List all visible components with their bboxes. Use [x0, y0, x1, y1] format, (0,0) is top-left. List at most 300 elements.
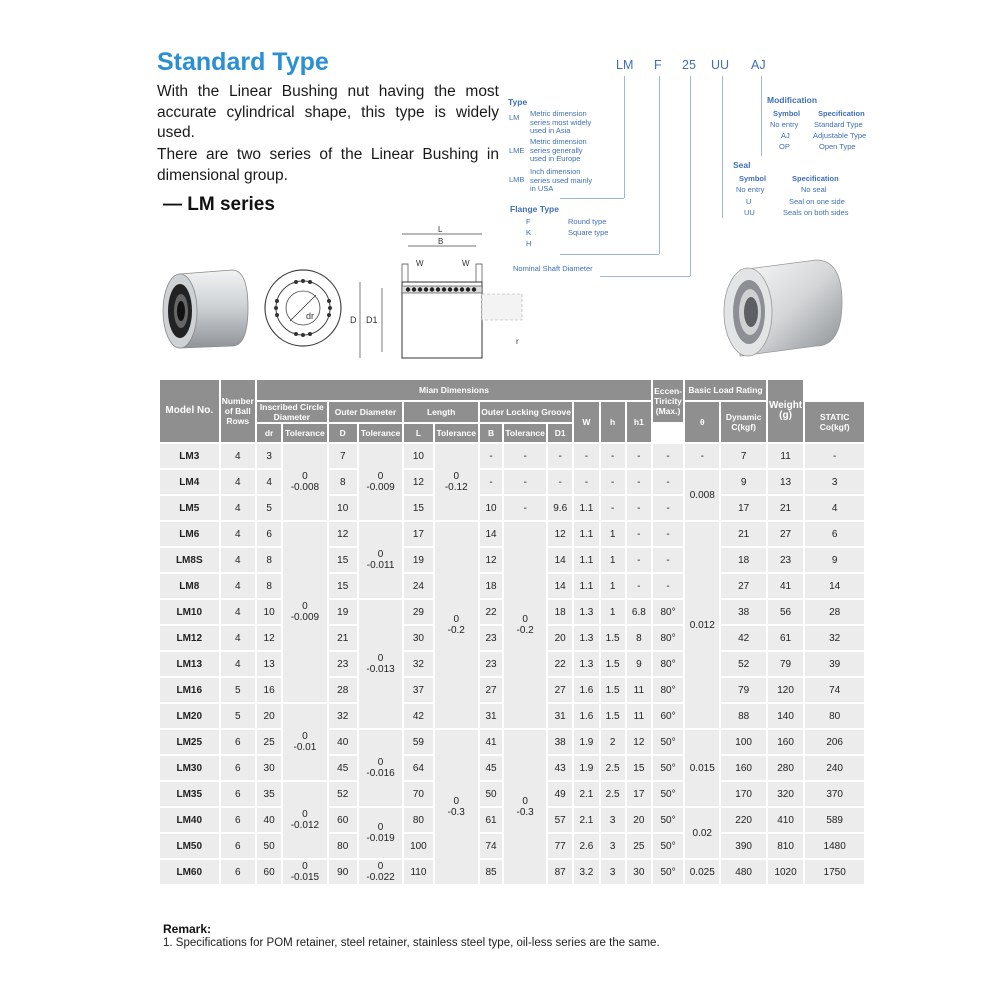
code-part-25: 25: [682, 58, 696, 72]
dr-cell: 3: [257, 444, 281, 468]
D-cell: 15: [329, 548, 357, 572]
h1-cell: -: [627, 574, 651, 598]
L-cell: 17: [404, 522, 432, 546]
seal-symbol-header: Symbol: [739, 174, 767, 183]
flange-desc-k: Square type: [568, 228, 609, 237]
W-cell: 1.1: [574, 496, 598, 520]
dr-cell: 50: [257, 834, 281, 858]
weight-cell: 589: [805, 808, 864, 832]
ball-rows-cell: 5: [221, 678, 255, 702]
dr-cell: 60: [257, 860, 281, 884]
weight-cell: 39: [805, 652, 864, 676]
h1-cell: 17: [627, 782, 651, 806]
W-cell: -: [574, 444, 598, 468]
seal-symbol-2: U: [746, 197, 752, 206]
D1-cell: 38: [548, 730, 572, 754]
code-part-aj: AJ: [751, 58, 766, 72]
D-cell: 19: [329, 600, 357, 624]
W-cell: 2.1: [574, 782, 598, 806]
header-dynamic: Dynamic C(kgf): [721, 402, 765, 442]
model-cell: LM12: [160, 626, 219, 650]
weight-cell: 206: [805, 730, 864, 754]
weight-cell: 1480: [805, 834, 864, 858]
weight-cell: 14: [805, 574, 864, 598]
D-cell: 7: [329, 444, 357, 468]
bTol-cell: 0 -0.3: [504, 730, 546, 884]
B-cell: 14: [480, 522, 502, 546]
B-cell: 27: [480, 678, 502, 702]
theta-cell: -: [653, 470, 683, 494]
dim-r-label: r: [516, 337, 519, 346]
ball-rows-cell: 5: [221, 704, 255, 728]
page-title: Standard Type: [157, 48, 329, 76]
B-cell: 22: [480, 600, 502, 624]
connector-nominal-h: [600, 276, 690, 277]
connector-seal: [722, 76, 723, 218]
weight-cell: 28: [805, 600, 864, 624]
D-cell: 32: [329, 704, 357, 728]
lTol-cell: 0 -0.3: [435, 730, 478, 884]
type-desc-lm: Metric dimension series most widely used in Asia: [530, 109, 592, 135]
drTol-cell: 0 -0.01: [283, 704, 326, 780]
header-ball-rows: Number of Ball Rows: [221, 380, 255, 442]
header-static: STATIC Co(kgf): [805, 402, 864, 442]
L-cell: 19: [404, 548, 432, 572]
ball-rows-cell: 6: [221, 782, 255, 806]
B-cell: 12: [480, 548, 502, 572]
D-cell: 8: [329, 470, 357, 494]
intro-paragraph-2: There are two series of the Linear Bushing in dimensional group.: [157, 146, 499, 184]
W-cell: 1.6: [574, 704, 598, 728]
code-part-uu: UU: [711, 58, 730, 72]
model-cell: LM50: [160, 834, 219, 858]
L-cell: 12: [404, 470, 432, 494]
ecc-cell: -: [685, 444, 719, 468]
weight-cell: 3: [805, 470, 864, 494]
D1-cell: 87: [548, 860, 572, 884]
drTol-cell: 0 -0.012: [283, 782, 326, 858]
L-cell: 110: [404, 860, 432, 884]
ball-rows-cell: 4: [221, 574, 255, 598]
dTol-cell: 0 -0.022: [359, 860, 402, 884]
B-cell: -: [480, 444, 502, 468]
model-cell: LM40: [160, 808, 219, 832]
ecc-cell: 0.025: [685, 860, 719, 884]
static-load-cell: 280: [768, 756, 803, 780]
ball-rows-cell: 4: [221, 444, 255, 468]
static-load-cell: 41: [768, 574, 803, 598]
connector-nominal: [690, 76, 691, 276]
dTol-cell: 0 -0.016: [359, 730, 402, 806]
header-h1: h1: [627, 402, 651, 442]
dim-D-label: D: [350, 315, 357, 325]
dim-D1-label: D1: [366, 315, 378, 325]
ecc-cell: 0.02: [685, 808, 719, 858]
lTol-cell: 0 -0.2: [435, 522, 478, 728]
B-cell: 45: [480, 756, 502, 780]
model-cell: LM13: [160, 652, 219, 676]
dynamic-load-cell: 88: [721, 704, 765, 728]
weight-cell: 4: [805, 496, 864, 520]
static-load-cell: 320: [768, 782, 803, 806]
theta-cell: -: [653, 548, 683, 572]
D-cell: 80: [329, 834, 357, 858]
dr-cell: 16: [257, 678, 281, 702]
ball-rows-cell: 4: [221, 496, 255, 520]
model-cell: LM35: [160, 782, 219, 806]
model-cell: LM3: [160, 444, 219, 468]
dynamic-load-cell: 220: [721, 808, 765, 832]
W-cell: 3.2: [574, 860, 598, 884]
ball-rows-cell: 4: [221, 600, 255, 624]
D-cell: 60: [329, 808, 357, 832]
header-W: W: [574, 402, 598, 442]
B-cell: 85: [480, 860, 502, 884]
dr-cell: 4: [257, 470, 281, 494]
ecc-cell: 0.015: [685, 730, 719, 806]
header-D: D: [329, 424, 357, 442]
weight-cell: 9: [805, 548, 864, 572]
theta-cell: 50°: [653, 860, 683, 884]
h-cell: -: [601, 444, 625, 468]
seal-spec-2: Seal on one side: [789, 197, 845, 206]
model-cell: LM16: [160, 678, 219, 702]
theta-cell: 80°: [653, 652, 683, 676]
B-cell: 10: [480, 496, 502, 520]
header-D-tolerance: Tolerance: [359, 424, 402, 442]
D1-cell: 57: [548, 808, 572, 832]
L-cell: 24: [404, 574, 432, 598]
dynamic-load-cell: 38: [721, 600, 765, 624]
dynamic-load-cell: 9: [721, 470, 765, 494]
ball-rows-cell: 4: [221, 470, 255, 494]
W-cell: 1.9: [574, 730, 598, 754]
weight-cell: 74: [805, 678, 864, 702]
weight-cell: 6: [805, 522, 864, 546]
table-row: [160, 470, 864, 494]
W-cell: 1.6: [574, 678, 598, 702]
dr-cell: 35: [257, 782, 281, 806]
theta-cell: 50°: [653, 834, 683, 858]
table-row: [160, 730, 864, 754]
dynamic-load-cell: 170: [721, 782, 765, 806]
dr-cell: 8: [257, 574, 281, 598]
theta-cell: 80°: [653, 626, 683, 650]
D1-cell: 9.6: [548, 496, 572, 520]
bushing-front-view: [262, 267, 344, 349]
connector-flange: [659, 76, 660, 254]
dr-cell: 30: [257, 756, 281, 780]
h1-cell: -: [627, 548, 651, 572]
B-cell: 61: [480, 808, 502, 832]
theta-cell: -: [653, 574, 683, 598]
h-cell: 1.5: [601, 678, 625, 702]
theta-cell: 80°: [653, 678, 683, 702]
dr-cell: 13: [257, 652, 281, 676]
B-cell: -: [480, 470, 502, 494]
seal-spec-1: No seal: [801, 185, 827, 194]
model-cell: LM10: [160, 600, 219, 624]
bushing-photo-left: [158, 262, 254, 358]
ball-rows-cell: 6: [221, 834, 255, 858]
mod-spec-1: Standard Type: [814, 120, 863, 129]
W-cell: 1.1: [574, 522, 598, 546]
ball-rows-cell: 4: [221, 548, 255, 572]
D-cell: 45: [329, 756, 357, 780]
dynamic-load-cell: 79: [721, 678, 765, 702]
mod-spec-3: Open Type: [819, 142, 856, 151]
ball-rows-cell: 4: [221, 522, 255, 546]
h-cell: 1: [601, 548, 625, 572]
B-cell: 23: [480, 626, 502, 650]
D1-cell: 43: [548, 756, 572, 780]
h-cell: 1: [601, 574, 625, 598]
weight-cell: 240: [805, 756, 864, 780]
D-cell: 90: [329, 860, 357, 884]
L-cell: 64: [404, 756, 432, 780]
flange-desc-f: Round type: [568, 217, 607, 226]
seal-spec-3: Seals on both sides: [783, 208, 849, 217]
model-cell: LM25: [160, 730, 219, 754]
dr-cell: 25: [257, 730, 281, 754]
model-cell: LM8S: [160, 548, 219, 572]
table-row: [160, 522, 864, 546]
static-load-cell: 21: [768, 496, 803, 520]
h1-cell: -: [627, 522, 651, 546]
seal-symbol-3: UU: [744, 208, 755, 217]
L-cell: 30: [404, 626, 432, 650]
table-row: [160, 444, 864, 468]
dim-L-label: L: [438, 225, 443, 234]
h-cell: 1.5: [601, 626, 625, 650]
header-outer-locking-groove: Outer Locking Groove: [480, 402, 572, 422]
L-cell: 10: [404, 444, 432, 468]
bTol-cell: -: [504, 496, 546, 520]
L-cell: 42: [404, 704, 432, 728]
theta-cell: -: [653, 496, 683, 520]
dynamic-load-cell: 21: [721, 522, 765, 546]
dynamic-load-cell: 42: [721, 626, 765, 650]
connector-type: [624, 76, 625, 198]
D-cell: 10: [329, 496, 357, 520]
drTol-cell: 0 -0.009: [283, 522, 326, 702]
header-B-tolerance: Tolerance: [504, 424, 546, 442]
bushing-photo-right: [718, 248, 846, 360]
W-cell: 1.1: [574, 548, 598, 572]
static-load-cell: 61: [768, 626, 803, 650]
header-L: L: [404, 424, 432, 442]
D-cell: 40: [329, 730, 357, 754]
type-desc-lme: Metric dimension series generally used in Europe: [530, 137, 587, 163]
ball-rows-cell: 6: [221, 860, 255, 884]
dynamic-load-cell: 17: [721, 496, 765, 520]
h1-cell: 20: [627, 808, 651, 832]
h1-cell: -: [627, 444, 651, 468]
h-cell: 3: [601, 860, 625, 884]
static-load-cell: 79: [768, 652, 803, 676]
type-code-lm: LM: [509, 113, 520, 122]
static-load-cell: 56: [768, 600, 803, 624]
lTol-cell: 0 -0.12: [435, 444, 478, 520]
seal-symbol-1: No entry: [736, 185, 765, 194]
header-h: h: [601, 402, 625, 442]
W-cell: 1.3: [574, 600, 598, 624]
dr-cell: 10: [257, 600, 281, 624]
header-eccentricity: Eccen-Tiricity (Max.): [653, 380, 683, 422]
remark-heading: Remark:: [163, 922, 212, 936]
drTol-cell: 0 -0.008: [283, 444, 326, 520]
weight-cell: 370: [805, 782, 864, 806]
B-cell: 50: [480, 782, 502, 806]
D1-cell: 18: [548, 600, 572, 624]
bTol-cell: -: [504, 444, 546, 468]
static-load-cell: 1020: [768, 860, 803, 884]
header-L-tolerance: Tolerance: [435, 424, 478, 442]
W-cell: 2.6: [574, 834, 598, 858]
h-cell: -: [601, 470, 625, 494]
nominal-shaft-label: Nominal Shaft Diameter: [513, 264, 593, 273]
dim-W-label-left: W: [416, 259, 424, 268]
weight-cell: 32: [805, 626, 864, 650]
ball-rows-cell: 6: [221, 756, 255, 780]
h-cell: 3: [601, 834, 625, 858]
h1-cell: 8: [627, 626, 651, 650]
type-title: Type: [508, 97, 528, 107]
h-cell: -: [601, 496, 625, 520]
static-load-cell: 410: [768, 808, 803, 832]
h1-cell: 12: [627, 730, 651, 754]
static-load-cell: 11: [768, 444, 803, 468]
intro-paragraph-1: With the Linear Bushing nut having the most accurate cylindrical shape, this type is widely used.: [157, 83, 499, 141]
header-dr: dr: [257, 424, 281, 442]
W-cell: 2.1: [574, 808, 598, 832]
dTol-cell: 0 -0.013: [359, 600, 402, 728]
h-cell: 2: [601, 730, 625, 754]
h-cell: 1.5: [601, 704, 625, 728]
L-cell: 29: [404, 600, 432, 624]
static-load-cell: 120: [768, 678, 803, 702]
h1-cell: 11: [627, 678, 651, 702]
code-part-lm: LM: [616, 58, 634, 72]
ecc-cell: 0.008: [685, 470, 719, 520]
h-cell: 1: [601, 600, 625, 624]
dynamic-load-cell: 100: [721, 730, 765, 754]
modification-symbol-header: Symbol: [773, 109, 801, 118]
model-cell: LM20: [160, 704, 219, 728]
dr-cell: 5: [257, 496, 281, 520]
theta-cell: 50°: [653, 756, 683, 780]
dynamic-load-cell: 52: [721, 652, 765, 676]
mod-spec-2: Adjustable Type: [813, 131, 867, 140]
theta-cell: 80°: [653, 600, 683, 624]
L-cell: 80: [404, 808, 432, 832]
D-cell: 23: [329, 652, 357, 676]
L-cell: 100: [404, 834, 432, 858]
theta-cell: -: [653, 444, 683, 468]
D1-cell: 20: [548, 626, 572, 650]
modification-spec-header: Specification: [818, 109, 865, 118]
theta-cell: 50°: [653, 730, 683, 754]
ball-rows-cell: 4: [221, 626, 255, 650]
dr-label: dr: [306, 311, 315, 321]
flange-code-f: F: [526, 217, 531, 226]
type-code-lme: LME: [509, 146, 525, 155]
type-desc-lmb: Inch dimension series used mainly in USA: [530, 167, 593, 193]
static-load-cell: 13: [768, 470, 803, 494]
connector-type-h: [560, 198, 624, 199]
dynamic-load-cell: 7: [721, 444, 765, 468]
W-cell: 1.3: [574, 652, 598, 676]
static-load-cell: 23: [768, 548, 803, 572]
mod-symbol-1: No entry: [770, 120, 799, 129]
D1-cell: -: [548, 444, 572, 468]
D-cell: 12: [329, 522, 357, 546]
h-cell: 1.5: [601, 652, 625, 676]
weight-cell: -: [805, 444, 864, 468]
dr-cell: 8: [257, 548, 281, 572]
D1-cell: 31: [548, 704, 572, 728]
D-cell: 21: [329, 626, 357, 650]
theta-cell: 60°: [653, 704, 683, 728]
h1-cell: 11: [627, 704, 651, 728]
table-row: [160, 496, 864, 520]
header-length: Length: [404, 402, 478, 422]
h1-cell: 9: [627, 652, 651, 676]
D1-cell: 22: [548, 652, 572, 676]
model-cell: LM4: [160, 470, 219, 494]
h1-cell: -: [627, 470, 651, 494]
header-B: B: [480, 424, 502, 442]
code-part-f: F: [654, 58, 662, 72]
seal-spec-header: Specification: [792, 174, 839, 183]
bTol-cell: 0 -0.2: [504, 522, 546, 728]
W-cell: 1.9: [574, 756, 598, 780]
dim-W-label-right: W: [462, 259, 470, 268]
theta-cell: -: [653, 522, 683, 546]
D-cell: 15: [329, 574, 357, 598]
mod-symbol-3: OP: [779, 142, 790, 151]
model-cell: LM8: [160, 574, 219, 598]
seal-title: Seal: [733, 160, 751, 170]
L-cell: 59: [404, 730, 432, 754]
connector-modification: [761, 76, 762, 156]
B-cell: 41: [480, 730, 502, 754]
model-cell: LM6: [160, 522, 219, 546]
h-cell: 2.5: [601, 756, 625, 780]
bTol-cell: -: [504, 470, 546, 494]
D-cell: 52: [329, 782, 357, 806]
ecc-cell: 0.012: [685, 522, 719, 728]
static-load-cell: 140: [768, 704, 803, 728]
h-cell: 3: [601, 808, 625, 832]
h1-cell: 30: [627, 860, 651, 884]
dim-B-label: B: [438, 237, 444, 246]
B-cell: 74: [480, 834, 502, 858]
W-cell: 1.3: [574, 626, 598, 650]
theta-cell: 50°: [653, 782, 683, 806]
connector-flange-h: [560, 254, 659, 255]
model-cell: LM5: [160, 496, 219, 520]
ball-rows-cell: 4: [221, 652, 255, 676]
type-code-lmb: LMB: [509, 175, 525, 184]
dTol-cell: 0 -0.019: [359, 808, 402, 858]
L-cell: 70: [404, 782, 432, 806]
flange-code-h: H: [526, 239, 532, 248]
modification-title: Modification: [767, 95, 818, 105]
header-basic-load: Basic Load Rating: [685, 380, 766, 400]
model-cell: LM30: [160, 756, 219, 780]
dynamic-load-cell: 27: [721, 574, 765, 598]
